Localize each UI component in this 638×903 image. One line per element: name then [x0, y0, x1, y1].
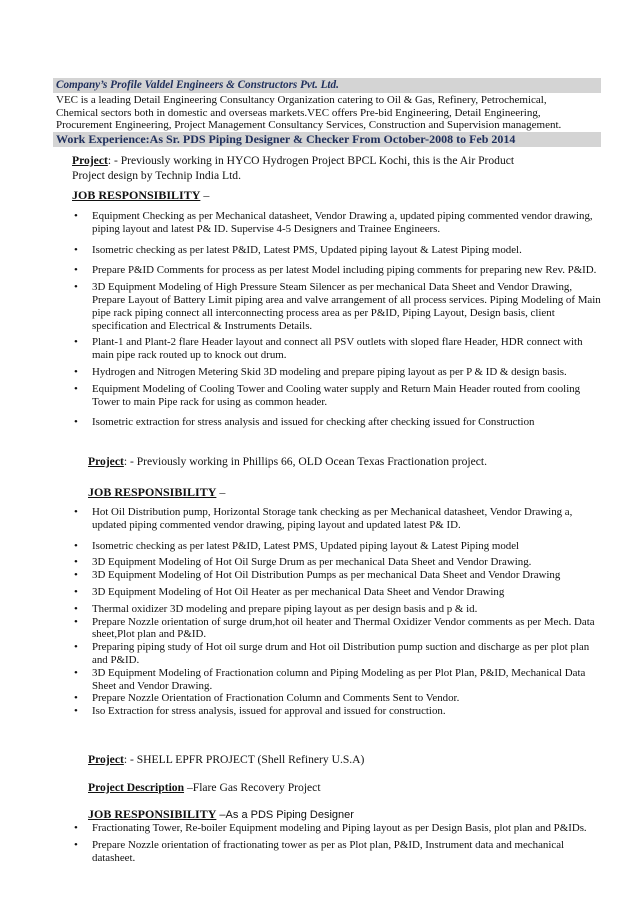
project3-label: Project — [88, 753, 124, 766]
project2-label: Project — [88, 455, 124, 468]
list-item: • 3D Equipment Modeling of Hot Oil Distribution Pumps as per mechanical Data Sheet and Vendor Drawing — [72, 569, 602, 582]
company-profile-bar: Company’s Profile Valdel Engineers & Constructors Pvt. Ltd. — [53, 78, 601, 93]
list-item: • Prepare Nozzle Orientation of Fractionation Column and Comments Sent to Vendor. — [72, 692, 602, 705]
list-item: • Prepare P&ID Comments for process as per latest Model including piping comments for preparing new Rev. P&ID. — [72, 264, 602, 277]
project1-responsibility-heading: JOB RESPONSIBILITY – — [72, 188, 210, 202]
list-item: • 3D Equipment Modeling of Hot Oil Surge Drum as per mechanical Data Sheet and Vendor Drawing. — [72, 556, 602, 569]
list-item: • Iso Extraction for stress analysis, issued for approval and issued for construction. — [72, 705, 602, 718]
project3-description: Project Description –Flare Gas Recovery Project — [88, 781, 321, 794]
list-item: • 3D Equipment Modeling of Fractionation column and Piping Modeling as per Plot Plan, P&ID, Mechanical Data Sheet and Vendor Drawing. — [72, 667, 602, 693]
project2-text: Project: - Previously working in Phillips 66, OLD Ocean Texas Fractionation project. — [88, 455, 487, 468]
project1-responsibility-list — [72, 210, 602, 429]
project3-responsibility-heading: JOB RESPONSIBILITY –As a PDS Piping Designer — [88, 807, 354, 821]
project2-responsibility-list — [72, 506, 602, 718]
project3-text: Project: - SHELL EPFR PROJECT (Shell Refinery U.S.A) — [88, 753, 365, 766]
list-item: • Isometric checking as per latest P&ID, Latest PMS, Updated piping layout & Latest Piping model. — [72, 244, 602, 257]
intro-line: VEC is a leading Detail Engineering Consultancy Organization catering to Oil & Gas, Refinery, Petrochemical, — [56, 94, 547, 106]
project1-text — [72, 153, 600, 183]
list-item: • Equipment Checking as per Mechanical datasheet, Vendor Drawing a, updated piping commented vendor drawing, piping layout and latest P& ID. Supervise 4-5 Designers and Trainee Engineers. — [72, 210, 602, 236]
list-item: • 3D Equipment Modeling of High Pressure Steam Silencer as per mechanical Data Sheet and Vendor Drawing, Prepare Layout of Battery Limit piping area and valve arrangement of all process services. Piping Modeling of Main pipe rack piping connect all interconnecting process area as per P&ID, Piping Layout, Design basis, client specification and Electrical & Instruments Details. — [72, 281, 602, 332]
list-item: • 3D Equipment Modeling of Hot Oil Heater as per mechanical Data Sheet and Vendor Drawing — [72, 586, 602, 599]
project1-label: Project — [72, 154, 108, 167]
list-item: • Preparing piping study of Hot oil surge drum and Hot oil Distribution pump suction and discharge as per plot plan and P&ID. — [72, 641, 602, 667]
list-item: • Hydrogen and Nitrogen Metering Skid 3D modeling and prepare piping layout as per P & ID & design basis. — [72, 366, 602, 379]
intro-line: Chemical sectors both in domestic and overseas markets.VEC offers Pre-bid Engineering, Detail Engineering, — [56, 106, 541, 119]
list-item: • Equipment Modeling of Cooling Tower and Cooling water supply and Return Main Header routed from cooling Tower to main Pipe rack for using as common header. — [72, 383, 602, 409]
company-intro — [56, 94, 604, 132]
list-item: • Prepare Nozzle orientation of surge drum,hot oil heater and Thermal Oxidizer Vendor comments as per Mech. Data sheet,Plot plan and P&ID. — [72, 616, 602, 642]
list-item: • Thermal oxidizer 3D modeling and prepare piping layout as per design basis and p & id. — [72, 603, 602, 616]
list-item: • Fractionating Tower, Re-boiler Equipment modeling and Piping layout as per Design Basis, plot plan and P&IDs. — [72, 822, 602, 835]
list-item: • Prepare Nozzle orientation of fractionating tower as per as Plot plan, P&ID, Instrument data and mechanical datasheet. — [72, 839, 602, 865]
intro-line: Procurement Engineering, Project Management Consultancy Services, Construction and Supervision management. — [56, 119, 562, 132]
project1-line1: : - Previously working in HYCO Hydrogen Project BPCL Kochi, this is the Air Product — [107, 154, 515, 167]
project1-line2: Project design by Technip India Ltd. — [72, 169, 241, 182]
work-experience-bar: Work Experience:As Sr. PDS Piping Designer & Checker From October-2008 to Feb 2014 — [53, 132, 601, 147]
list-item: • Plant-1 and Plant-2 flare Header layout and connect all PSV outlets with sloped flare Header, HDR connect with main pipe rack routed up to knock out drum. — [72, 336, 602, 362]
project2-responsibility-heading: JOB RESPONSIBILITY – — [88, 485, 226, 499]
project3-responsibility-list — [72, 822, 602, 864]
list-item: • Isometric extraction for stress analysis and issued for checking after checking issued for Construction — [72, 416, 602, 429]
list-item: • Hot Oil Distribution pump, Horizontal Storage tank checking as per Mechanical datasheet, Vendor Drawing a, updated piping commented vendor drawing, piping layout and updated latest P& ID. — [72, 506, 602, 532]
list-item: • Isometric checking as per latest P&ID, Latest PMS, Updated piping layout & Latest Piping model — [72, 540, 602, 553]
